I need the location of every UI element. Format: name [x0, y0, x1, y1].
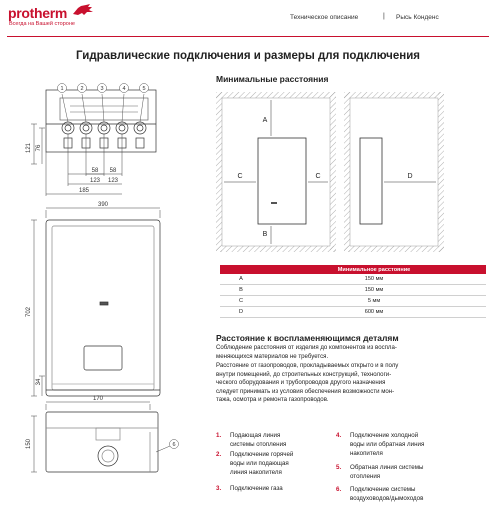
dim-58b: 58: [109, 168, 117, 174]
header-separator: |: [383, 13, 385, 20]
lynx-logo-icon: [72, 3, 94, 17]
dim-390: 390: [97, 202, 109, 208]
label-c-right: C: [315, 173, 321, 180]
callout-6-label: 6: [172, 442, 176, 448]
table-row: C 5 мм: [220, 296, 486, 307]
dim-121: 121: [26, 142, 32, 154]
legend: 1. Подающая линия системы отопления 2. Подключение горячей воды или подающая линия накопителя 3. Подключение газа 4. Подключение холодной воды или обратная линия накопителя 5. Обратная линия системы отопления 6. Подключение системы воздуховодов/дымоходов: [216, 432, 425, 502]
callout-2-label: 2: [80, 86, 84, 92]
fire-para-2: Расстояние от газопроводов, прокладываемых открыто и в полу внутри помещений, до строительных конструкций, технологи- ческого оборудования и трубопроводов другого назначения следует принимать из условия обеспечения возможности мон- тажа, осмотра и ремонта газопроводов.: [216, 362, 399, 404]
label-c-left: C: [237, 173, 243, 180]
callout-3-label: 3: [100, 86, 104, 92]
bottom-view: [46, 90, 156, 152]
fire-section-title: Расстояние к воспламеняющимся деталям: [216, 333, 399, 343]
product-name: Рысь Конденс: [396, 14, 439, 21]
callout-1-label: 1: [60, 86, 64, 92]
table-row: A 150 мм: [220, 274, 486, 285]
callout-5-label: 5: [142, 86, 146, 92]
dim-170: 170: [92, 396, 104, 402]
table-header-blank: [220, 265, 262, 274]
dimension-drawing: [0, 80, 212, 508]
dim-58a: 58: [91, 168, 99, 174]
dim-185: 185: [78, 188, 90, 194]
front-view: [46, 208, 160, 396]
dim-702: 702: [26, 306, 32, 318]
min-distances-title: Минимальные расстояния: [216, 74, 329, 84]
table-header: Минимальное расстояние: [262, 265, 486, 274]
front-clearance-diagram: [216, 92, 336, 252]
fire-para-1: Соблюдение расстояния от изделия до компонентов из воспла- меняющихся материалов не требуется.: [216, 344, 397, 360]
table-row: B 150 мм: [220, 285, 486, 296]
dim-150: 150: [26, 438, 32, 450]
min-distance-table: [220, 265, 486, 318]
dim-123a: 123: [89, 178, 101, 184]
header-divider: [7, 36, 489, 37]
brand-tagline: Всегда на Вашей стороне: [9, 21, 75, 27]
page-title: Гидравлические подключения и размеры для подключения: [76, 50, 420, 62]
table-row: D 600 мм: [220, 307, 486, 318]
dim-34: 34: [36, 378, 42, 386]
brand-logo-text: protherm: [8, 5, 68, 21]
dim-123b: 123: [107, 178, 119, 184]
dim-76: 76: [36, 144, 42, 152]
callout-4-label: 4: [122, 86, 126, 92]
side-view: [46, 402, 158, 472]
side-clearance-diagram: [344, 92, 444, 252]
label-a: A: [262, 117, 268, 124]
doc-type: Техническое описание: [290, 14, 359, 21]
label-b: B: [262, 231, 268, 238]
label-d: D: [407, 173, 413, 180]
